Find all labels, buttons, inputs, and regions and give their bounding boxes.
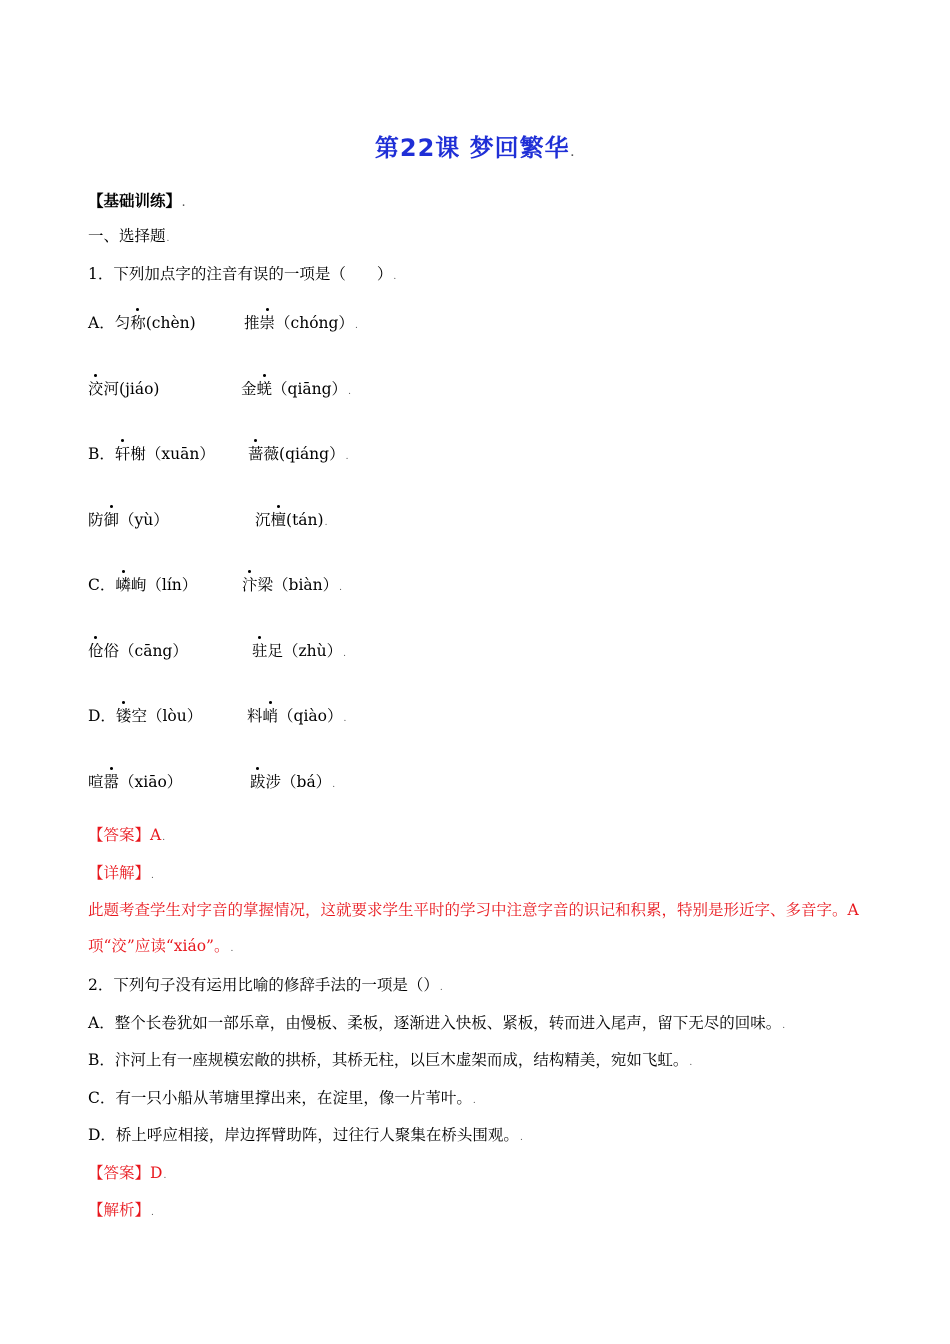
- question-1-detail-label: 【详解】.: [88, 864, 154, 882]
- question-1-answer: 【答案】A.: [88, 826, 166, 844]
- question-2-option-d: D．桥上呼应相接，岸边挥臂助阵，过往行人聚集在桥头围观。.: [88, 1126, 523, 1144]
- q1-option-row-6-left: D．镂空（lòu）: [88, 707, 203, 725]
- dotted-char: 驻: [252, 642, 268, 660]
- q1-option-row-4-right: 汴梁（biàn）.: [242, 576, 342, 594]
- dotted-char: 称: [130, 314, 146, 332]
- question-2-analysis-label: 【解析】.: [88, 1201, 154, 1219]
- dotted-char: 洨: [88, 380, 104, 398]
- question-2-option-c: C．有一只小船从苇塘里撑出来，在淀里，像一片苇叶。.: [88, 1089, 476, 1107]
- dotted-char: 嶙: [115, 576, 131, 594]
- dotted-char: 汴: [242, 576, 258, 594]
- question-2-option-a: A．整个长卷犹如一部乐章，由慢板、柔板，逐渐进入快板、紧板，转而进入尾声，留下无尽的回味。.: [88, 1014, 786, 1032]
- q1-option-row-5-right: 驻足（zhù）.: [252, 642, 347, 660]
- q1-option-row-1-right: 金蜣（qiāng）.: [241, 380, 351, 398]
- dotted-char: 轩: [114, 445, 131, 463]
- q1-option-row-2-left: B．轩榭（xuān）: [88, 445, 215, 463]
- q1-option-row-6-right: 料峭（qiào）.: [247, 707, 347, 725]
- q1-option-row-7-left: 喧嚣（xiāo）: [88, 773, 183, 791]
- title-text: 第22课 梦回繁华: [374, 134, 570, 162]
- part-label: 一、选择题.: [88, 227, 170, 245]
- dotted-char: 御: [103, 511, 120, 529]
- q1-option-row-3-right: 沉檀(tán).: [255, 511, 328, 529]
- q1-option-row-4-left: C．嶙峋（lín）: [88, 576, 198, 594]
- dotted-char: 嚣: [103, 773, 120, 791]
- question-2-stem: 2．下列句子没有运用比喻的修辞手法的一项是（）.: [88, 976, 443, 994]
- question-1-stem: 1．下列加点字的注音有误的一项是（ ）.: [88, 265, 397, 283]
- dotted-char: 峭: [262, 707, 279, 725]
- dotted-char: 伧: [88, 642, 104, 660]
- q1-option-row-2-right: 蔷薇(qiáng）.: [248, 445, 349, 463]
- question-1-explanation: 此题考查学生对字音的掌握情况，这就要求学生平时的学习中注意字音的识记和积累，特别是形近字、多音字。A项“洨”应读“xiáo”。.: [88, 901, 859, 955]
- dotted-char: 檀: [270, 511, 287, 529]
- q1-option-row-1-left: 洨河(jiáo): [88, 380, 160, 398]
- q1-option-row-5-left: 伧俗（cāng）: [88, 642, 188, 660]
- dotted-char: 崇: [259, 314, 276, 332]
- question-2-option-b: B．汴河上有一座规模宏敞的拱桥，其桥无柱，以巨木虚架而成，结构精美，宛如飞虹。.: [88, 1051, 693, 1069]
- q1-option-row-7-right: 跋涉（bá）.: [250, 773, 336, 791]
- dotted-char: 镂: [115, 707, 132, 725]
- q1-option-row-0-right: 推崇（chóng）.: [244, 314, 358, 332]
- dotted-char: 跋: [250, 773, 266, 791]
- q1-option-row-3-left: 防御（yù）: [88, 511, 169, 529]
- dotted-char: 蜣: [256, 380, 273, 398]
- question-2-answer: 【答案】D.: [88, 1164, 167, 1182]
- section-label: 【基础训练】.: [88, 191, 186, 210]
- dotted-char: 蔷: [248, 445, 264, 463]
- page-title: 第22课 梦回繁华.: [374, 134, 576, 162]
- q1-option-row-0-left: A．匀称(chèn): [88, 314, 196, 332]
